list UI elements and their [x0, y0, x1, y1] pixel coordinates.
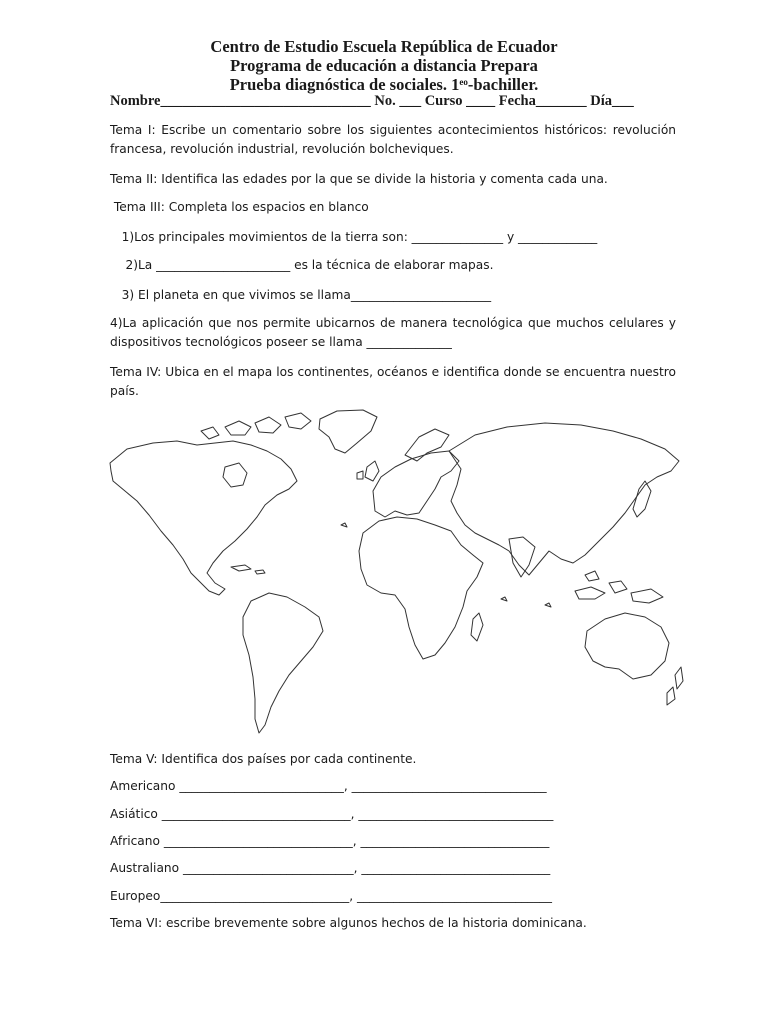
- arctic-islands-outline: [201, 413, 311, 439]
- exam-title-suffix: -bachiller.: [467, 75, 539, 94]
- tema-2: Tema II: Identifica las edades por la que se divide la historia y comenta cada una.: [110, 172, 608, 186]
- program-name: Programa de educación a distancia Prepara: [230, 56, 538, 75]
- tema-5-australiano: Australiano ____________________________, _______________________________: [110, 861, 551, 875]
- southeast-asia-islands-outline: [575, 571, 663, 603]
- tema-5-africano: Africano _______________________________, _______________________________: [110, 834, 550, 848]
- exam-title: [0, 75, 768, 94]
- japan-outline: [633, 481, 651, 517]
- tema-6: Tema VI: escribe brevemente sobre algunos hechos de la historia dominicana.: [110, 916, 587, 930]
- tema-3-question-3: 3) El planeta en que vivimos se llama_______________________: [110, 288, 492, 302]
- greenland-outline: [319, 410, 377, 453]
- exam-title-text: Prueba diagnóstica de sociales. 1: [229, 75, 460, 94]
- caribbean-islands-outline: [231, 565, 265, 574]
- tema-5-title: Tema V: Identifica dos países por cada continente.: [110, 752, 417, 766]
- exam-title-superscript: eo: [459, 77, 468, 87]
- student-info-line: Nombre_____________________________ No. ___ Curso ____ Fecha_______ Día___: [110, 93, 634, 109]
- hudson-bay-outline: [223, 463, 247, 487]
- north-america-outline: [110, 441, 297, 595]
- south-america-outline: [243, 593, 323, 733]
- new-zealand-outline: [667, 667, 683, 705]
- australia-outline: [585, 613, 669, 679]
- tema-3-question-4: 4)La aplicación que nos permite ubicarnos de manera tecnológica que muchos celulares y dispositivos tecnológicos poseer se llama ______________: [110, 316, 676, 349]
- africa-outline: [359, 517, 483, 659]
- tema-5-europeo: Europeo_______________________________, ________________________________: [110, 889, 552, 903]
- tema-4: Tema IV: Ubica en el mapa los continentes, océanos e identifica donde se encuentra nuestro país.: [110, 365, 676, 398]
- scandinavia-outline: [405, 429, 449, 461]
- british-isles-outline: [357, 461, 379, 481]
- tema-3-question-1: 1)Los principales movimientos de la tierra son: _______________ y _____________: [110, 230, 598, 244]
- tema-5-americano: Americano ___________________________, ________________________________: [110, 779, 547, 793]
- tema-5-asiatico: Asiático _______________________________, ________________________________: [110, 807, 554, 821]
- asia-outline: [449, 423, 679, 575]
- tema-3-title: Tema III: Completa los espacios en blanco: [110, 200, 369, 214]
- tema-3-question-2: 2)La ______________________ es la técnica de elaborar mapas.: [110, 258, 494, 272]
- school-name: Centro de Estudio Escuela República de Ecuador: [210, 37, 558, 56]
- tema-1: Tema I: Escribe un comentario sobre los siguientes acontecimientos históricos: revolución francesa, revolución industrial, revolución bolcheviques.: [110, 123, 676, 156]
- madagascar-outline: [471, 613, 483, 641]
- world-map: [105, 405, 685, 740]
